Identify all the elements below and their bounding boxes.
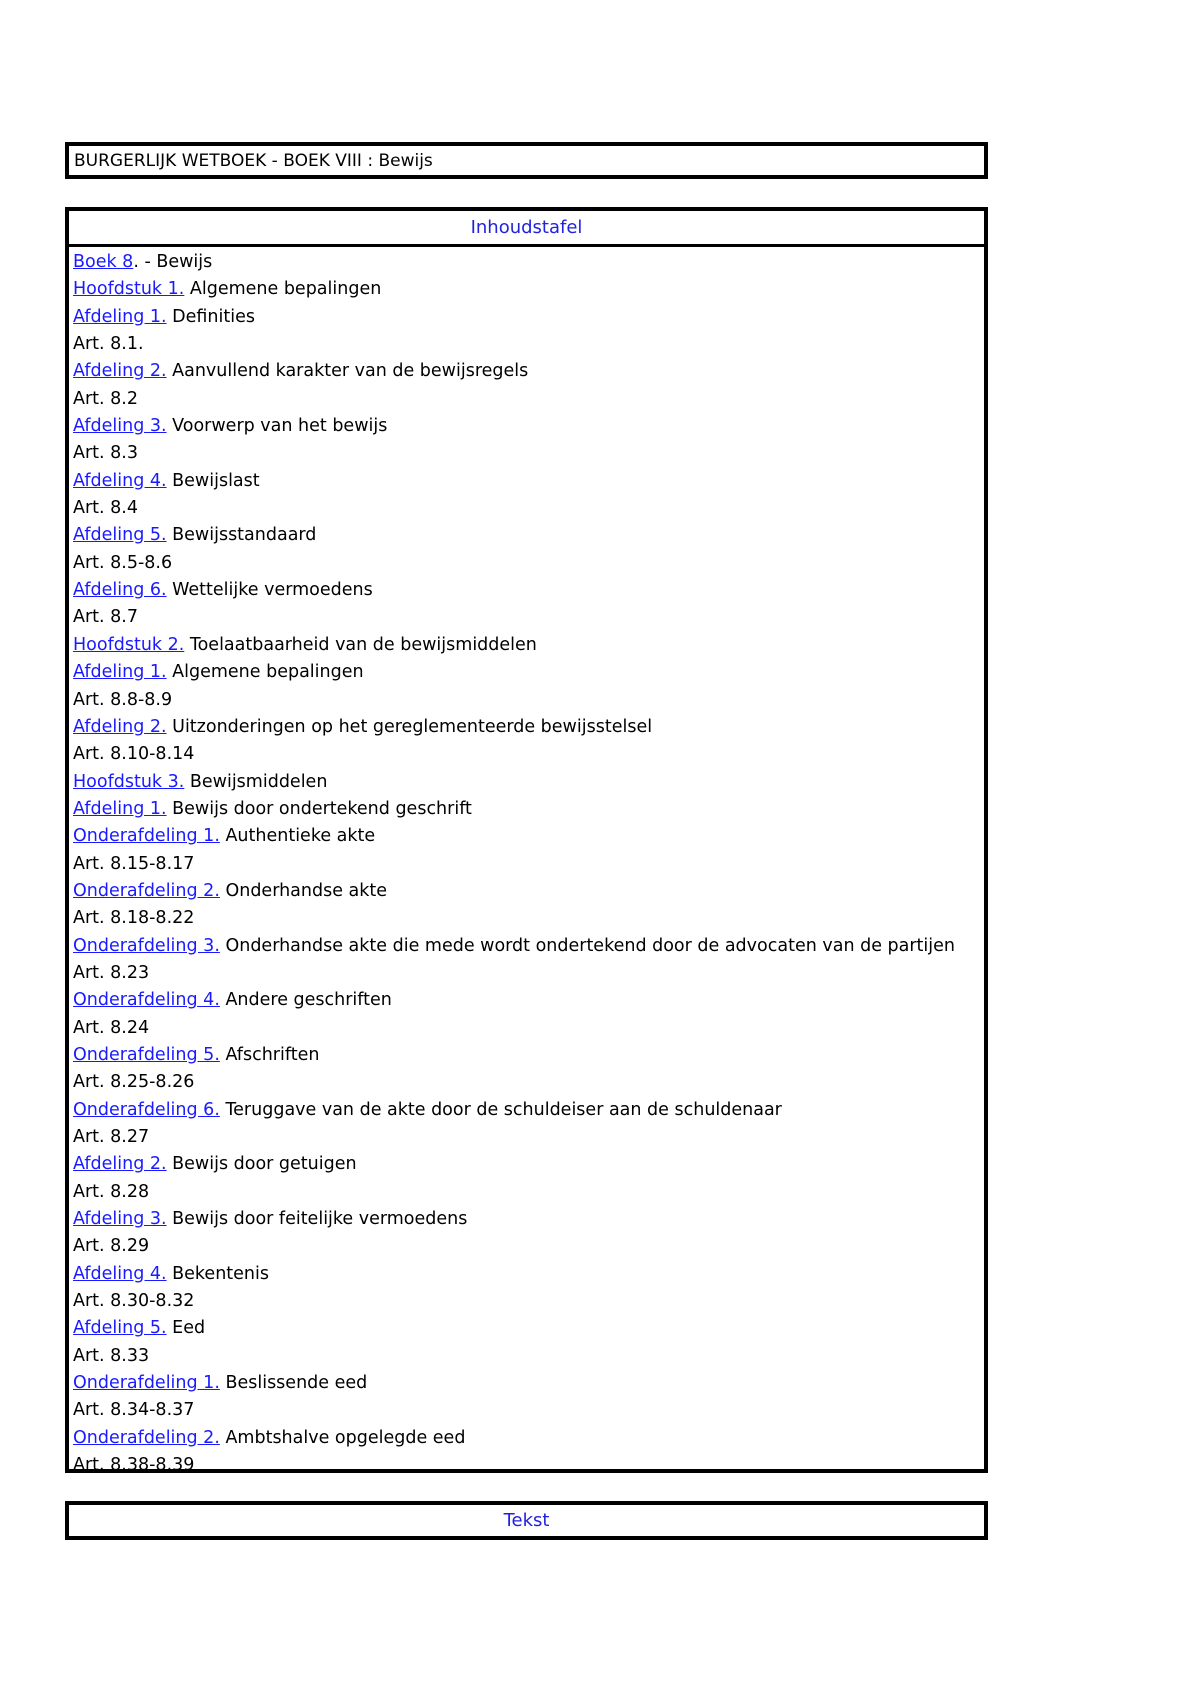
toc-entry-title: Definities bbox=[166, 306, 255, 327]
toc-article-row bbox=[73, 741, 984, 768]
toc-entry-row bbox=[73, 933, 984, 960]
toc-link[interactable]: Afdeling 5. bbox=[73, 1318, 167, 1339]
toc-link[interactable]: Onderafdeling 4. bbox=[73, 990, 220, 1011]
toc-article-label: Art. 8.27 bbox=[73, 1127, 150, 1147]
toc-article-row bbox=[73, 851, 984, 878]
toc-link[interactable]: Onderafdeling 2. bbox=[73, 1427, 220, 1448]
toc-article-label: Art. 8.23 bbox=[73, 962, 150, 983]
toc-article-label: Art. 8.28 bbox=[73, 1181, 150, 1202]
toc-article-label: Art. 8.34-8.37 bbox=[73, 1400, 195, 1421]
toc-article-row bbox=[73, 1179, 984, 1206]
toc-entry-row bbox=[73, 632, 984, 659]
toc-link[interactable]: Onderafdeling 3. bbox=[73, 935, 220, 956]
toc-article-label: Art. 8.8-8.9 bbox=[73, 689, 173, 710]
toc-link[interactable]: Afdeling 4. bbox=[73, 1263, 167, 1284]
toc-heading: Inhoudstafel bbox=[69, 211, 984, 247]
toc-entry-title: Bewijsstandaard bbox=[166, 525, 317, 546]
toc-article-label: Art. 8.7 bbox=[73, 607, 138, 628]
toc-entry-row bbox=[73, 714, 984, 741]
toc-article-row bbox=[73, 331, 984, 358]
toc-article-row bbox=[73, 1015, 984, 1042]
toc-article-row bbox=[73, 440, 984, 467]
toc-entry-title: Voorwerp van het bewijs bbox=[166, 416, 388, 437]
toc-entry-row bbox=[73, 249, 984, 276]
document-title bbox=[65, 142, 988, 179]
toc-entry-row bbox=[73, 1425, 984, 1452]
toc-entry-title: Teruggave van de akte door de schuldeiser aan de schuldenaar bbox=[219, 1099, 782, 1120]
toc-entry-title: Ambtshalve opgelegde eed bbox=[219, 1427, 466, 1448]
toc-link[interactable]: Afdeling 6. bbox=[73, 580, 167, 601]
toc-article-label: Art. 8.30-8.32 bbox=[73, 1291, 195, 1312]
toc-entry-title: . - Bewijs bbox=[133, 252, 213, 272]
toc-entry-row bbox=[73, 987, 984, 1014]
toc-link[interactable]: Onderafdeling 6. bbox=[73, 1099, 220, 1120]
toc-list bbox=[69, 247, 984, 1479]
toc-entry-title: Afschriften bbox=[219, 1044, 320, 1065]
document-title-text: BURGERLIJK WETBOEK - BOEK VIII : Bewijs bbox=[74, 151, 433, 171]
toc-article-row bbox=[73, 960, 984, 987]
toc-article-label: Art. 8.18-8.22 bbox=[73, 908, 195, 929]
toc-article-row bbox=[73, 1124, 984, 1151]
toc-entry-row bbox=[73, 769, 984, 796]
toc-entry-row bbox=[73, 522, 984, 549]
toc-entry-title: Aanvullend karakter van de bewijsregels bbox=[166, 361, 529, 382]
toc-article-label: Art. 8.33 bbox=[73, 1345, 150, 1366]
toc-entry-row bbox=[73, 659, 984, 686]
toc-entry-title: Onderhandse akte die mede wordt ondertekend door de advocaten van de partijen bbox=[219, 935, 956, 956]
toc-link[interactable]: Afdeling 1. bbox=[73, 662, 167, 683]
toc-link[interactable]: Afdeling 2. bbox=[73, 361, 167, 382]
toc-entry-title: Bewijs door feitelijke vermoedens bbox=[166, 1209, 468, 1230]
toc-entry-row bbox=[73, 1097, 984, 1124]
toc-entry-row bbox=[73, 1370, 984, 1397]
toc-entry-title: Andere geschriften bbox=[219, 990, 392, 1011]
toc-entry-title: Bewijs door getuigen bbox=[166, 1154, 357, 1175]
toc-entry-title: Toelaatbaarheid van de bewijsmiddelen bbox=[184, 634, 537, 655]
toc-entry-row bbox=[73, 1206, 984, 1233]
toc-entry-row bbox=[73, 413, 984, 440]
toc-article-row bbox=[73, 687, 984, 714]
toc-article-row bbox=[73, 604, 984, 631]
toc-entry-title: Bewijsmiddelen bbox=[184, 771, 328, 792]
toc-article-label: Art. 8.38-8.39 bbox=[73, 1455, 195, 1476]
toc-link[interactable]: Afdeling 3. bbox=[73, 1209, 167, 1230]
toc-link[interactable]: Boek 8 bbox=[73, 252, 134, 272]
toc-article-label: Art. 8.4 bbox=[73, 498, 138, 519]
toc-link[interactable]: Afdeling 5. bbox=[73, 525, 167, 546]
toc-entry-title: Onderhandse akte bbox=[219, 880, 388, 901]
toc-link[interactable]: Hoofdstuk 1. bbox=[73, 279, 185, 300]
toc-entry-row bbox=[73, 358, 984, 385]
toc-entry-row bbox=[73, 1315, 984, 1342]
toc-link[interactable]: Onderafdeling 1. bbox=[73, 1373, 220, 1394]
toc-article-row bbox=[73, 550, 984, 577]
toc-article-row bbox=[73, 1288, 984, 1315]
toc-article-label: Art. 8.24 bbox=[73, 1017, 150, 1038]
toc-entry-title: Uitzonderingen op het gereglementeerde bewijsstelsel bbox=[166, 716, 653, 737]
toc-article-label: Art. 8.1. bbox=[73, 334, 144, 355]
toc-entry-row bbox=[73, 823, 984, 850]
toc-link[interactable]: Onderafdeling 5. bbox=[73, 1044, 220, 1065]
text-section-heading bbox=[65, 1501, 988, 1540]
toc-link[interactable]: Afdeling 2. bbox=[73, 1154, 167, 1175]
toc-link[interactable]: Hoofdstuk 3. bbox=[73, 771, 185, 792]
toc-article-label: Art. 8.15-8.17 bbox=[73, 853, 195, 874]
toc-entry-row bbox=[73, 1042, 984, 1069]
toc-entry-title: Bewijs door ondertekend geschrift bbox=[166, 798, 472, 819]
toc-entry-row bbox=[73, 276, 984, 303]
toc-link[interactable]: Afdeling 4. bbox=[73, 470, 167, 491]
toc-link[interactable]: Onderafdeling 1. bbox=[73, 826, 220, 847]
toc-link[interactable]: Afdeling 1. bbox=[73, 306, 167, 327]
toc-article-row bbox=[73, 1343, 984, 1370]
toc-article-label: Art. 8.25-8.26 bbox=[73, 1072, 195, 1093]
toc-entry-row bbox=[73, 1151, 984, 1178]
toc-article-label: Art. 8.5-8.6 bbox=[73, 552, 173, 573]
toc-entry-row bbox=[73, 468, 984, 495]
toc-link[interactable]: Afdeling 2. bbox=[73, 716, 167, 737]
toc-article-row bbox=[73, 905, 984, 932]
toc-entry-title: Bewijslast bbox=[166, 470, 260, 491]
table-of-contents bbox=[65, 207, 988, 1476]
toc-link[interactable]: Afdeling 1. bbox=[73, 798, 167, 819]
toc-article-label: Art. 8.2 bbox=[73, 388, 138, 409]
toc-entry-title: Bekentenis bbox=[166, 1263, 269, 1284]
toc-entry-title: Algemene bepalingen bbox=[166, 662, 364, 683]
toc-entry-title: Authentieke akte bbox=[219, 826, 376, 847]
toc-article-row bbox=[73, 386, 984, 413]
toc-entry-title: Beslissende eed bbox=[219, 1373, 368, 1394]
toc-entry-row bbox=[73, 878, 984, 905]
toc-entry-title: Eed bbox=[166, 1318, 206, 1339]
toc-article-label: Art. 8.3 bbox=[73, 443, 138, 464]
text-section-heading-label: Tekst bbox=[503, 1510, 550, 1531]
toc-entry-row bbox=[73, 796, 984, 823]
toc-link[interactable]: Afdeling 3. bbox=[73, 416, 167, 437]
toc-entry-title: Algemene bepalingen bbox=[184, 279, 382, 300]
toc-entry-row bbox=[73, 577, 984, 604]
toc-article-label: Art. 8.29 bbox=[73, 1236, 150, 1257]
toc-article-row bbox=[73, 1397, 984, 1424]
toc-entry-row bbox=[73, 1261, 984, 1288]
toc-link[interactable]: Onderafdeling 2. bbox=[73, 880, 220, 901]
toc-entry-row bbox=[73, 304, 984, 331]
toc-article-row bbox=[73, 1233, 984, 1260]
toc-article-row bbox=[73, 495, 984, 522]
toc-entry-title: Wettelijke vermoedens bbox=[166, 580, 373, 601]
toc-article-label: Art. 8.10-8.14 bbox=[73, 744, 195, 765]
toc-link[interactable]: Hoofdstuk 2. bbox=[73, 634, 185, 655]
toc-article-row bbox=[73, 1452, 984, 1479]
toc-article-row bbox=[73, 1069, 984, 1096]
